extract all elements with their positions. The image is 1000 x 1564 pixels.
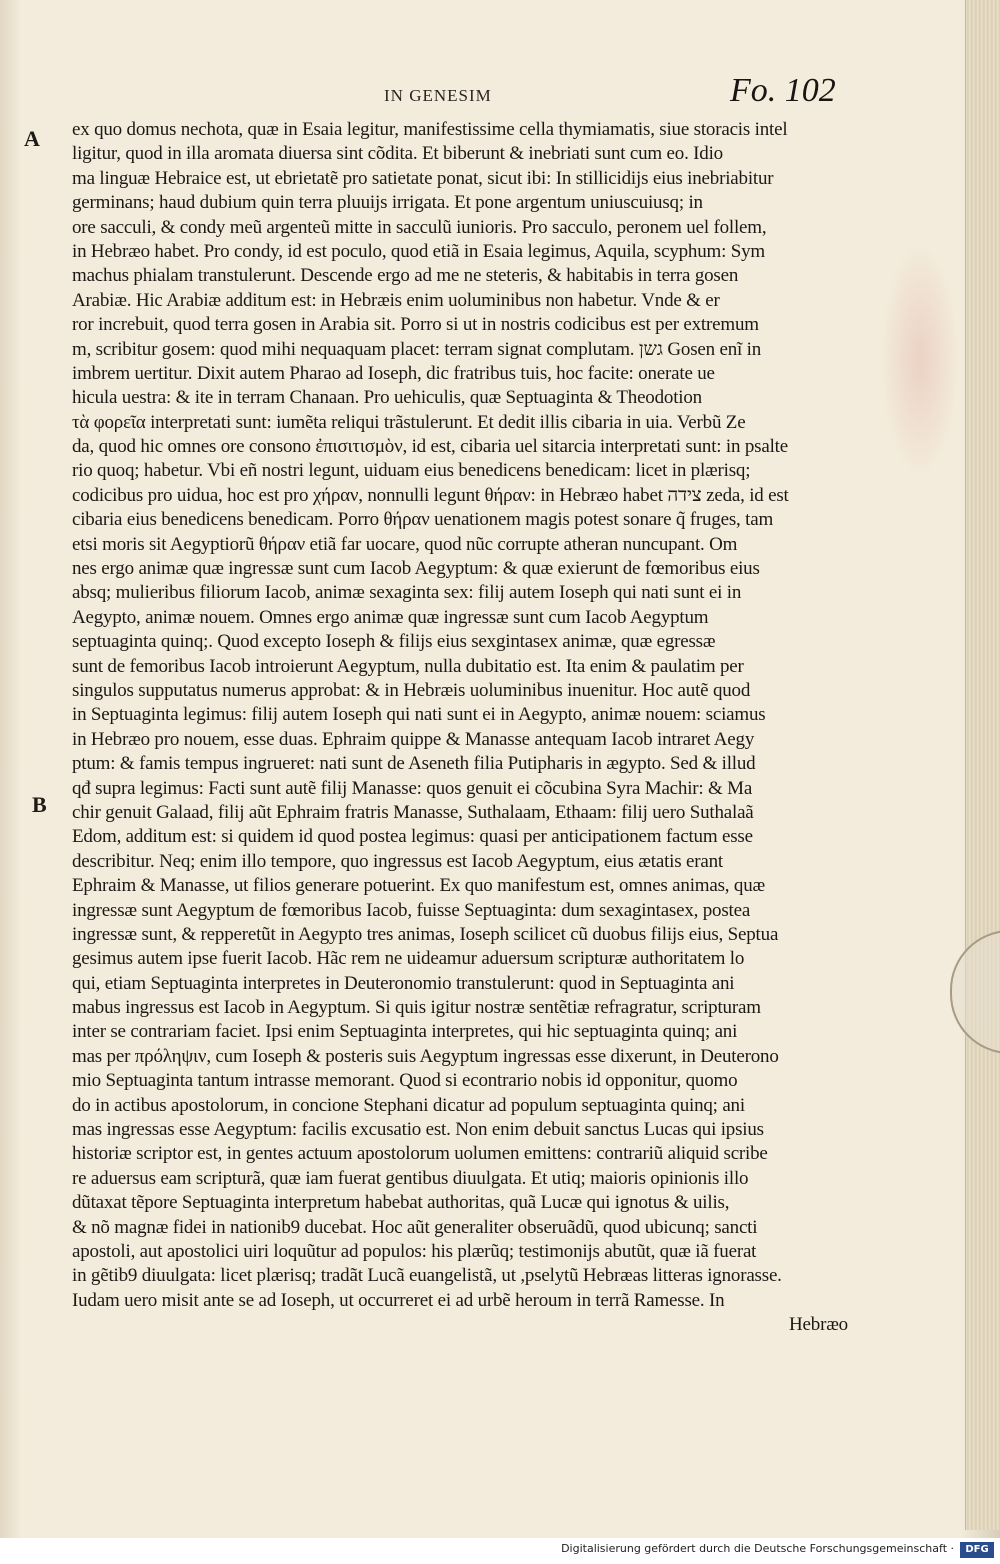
text-line: qui, etiam Septuaginta interpretes in Deuteronomio transtulerunt: quod in Septuaginta ani <box>72 972 735 994</box>
page-edge <box>965 0 1000 1530</box>
text-line: ror increbuit, quod terra gosen in Arabia sit. Porro si ut in nostris codicibus est per extremum <box>72 314 759 336</box>
text-line: describitur. Neq; enim illo tempore, quo ingressus est Iacob Aegyptum, eius ætatis erant <box>72 850 723 872</box>
text-line: Ephraim & Manasse, ut filios generare potuerint. Ex quo manifestum est, omnes animas, quæ <box>72 875 765 897</box>
text-line: Aegypto, animæ nouem. Omnes ergo animæ quæ ingressæ sunt cum Iacob Aegyptum <box>72 606 709 628</box>
dfg-logo: DFG <box>960 1542 994 1558</box>
text-line: gesimus autem ipse fuerit Iacob. Hãc rem ne uideamur aduersum scripturæ authoritatem lo <box>72 948 745 970</box>
text-line: singulos supputatus numerus approbat: & in Hebræis uoluminibus inuenitur. Hoc autẽ quod <box>72 679 751 701</box>
text-line: chir genuit Galaad, filij aũt Ephraim fratris Manasse, Suthalaam, Ethaam: filij uero Suthalaã <box>72 801 754 823</box>
text-line: cibaria eius benedicens benedicam. Porro θήραν uenationem magis potest sonare q̃ fruges, tam <box>72 509 774 531</box>
text-line: ma linguæ Hebraice est, ut ebrietatẽ pro satietate ponat, sicut ibi: In stillicidijs eius inebriabitur <box>72 167 774 189</box>
text-line: septuaginta quinq;. Quod excepto Ioseph & filijs eius sexgintasex animæ, quæ egressæ <box>72 631 716 653</box>
text-line: da, quod hic omnes ore consono ἐπισιτισμὸν, id est, cibaria uel sitarcia interpretati sunt: in psalte <box>72 436 788 458</box>
text-line: ligitur, quod in illa aromata diuersa sint cõdita. Et biberunt & inebriati sunt cum eo. Idio <box>72 143 723 165</box>
text-line: historiæ scriptor est, in gentes actuum apostolorum uolumen emittens: contrariũ aliquid scribe <box>72 1143 768 1165</box>
text-line: in Hebræo pro nouem, esse duas. Ephraim quippe & Manasse antequam Iacob intraret Aegy <box>72 728 755 750</box>
text-line: imbrem uertitur. Dixit autem Pharao ad Ioseph, dic fratribus tuis, hoc facite: onerate ue <box>72 362 715 384</box>
text-line: hicula uestra: & ite in terram Chanaan. Pro uehiculis, quæ Septuaginta & Theodotion <box>72 387 702 409</box>
text-line: ex quo domus nechota, quæ in Esaia legitur, manifestissime cella thymiamatis, siue storacis intel <box>72 119 788 140</box>
catchword: Hebræo <box>789 1314 848 1336</box>
marginal-letter-b: B <box>32 792 47 817</box>
text-line: Arabiæ. Hic Arabiæ additum est: in Hebræis enim uoluminibus non habetur. Vnde & er <box>72 289 720 311</box>
text-line: absq; mulieribus filiorum Iacob, animæ sexaginta sex: filij autem Ioseph qui nati sunt ei in <box>72 582 742 604</box>
text-line: ore sacculi, & condy meũ argenteũ mitte in sacculũ iunioris. Pro sacculo, peronem uel follem, <box>72 216 767 238</box>
folio-number: Fo. 102 <box>730 72 836 109</box>
text-line: etsi moris sit Aegyptiorũ θήραν etiã far uocare, quod nũc corrupte atheran nuncupant. Om <box>72 533 738 555</box>
text-line: in Hebræo habet. Pro condy, id est poculo, quod etiã in Esaia legimus, Aquila, scyphum: Sym <box>72 240 765 262</box>
text-line: qđ supra legimus: Facti sunt autẽ filij Manasse: quos genuit ei cõcubina Syra Machir: & Ma <box>72 777 753 799</box>
text-line: germinans; haud dubium quin terra pluuijs irrigata. Et pone argentum uniuscuiusq; in <box>72 192 703 214</box>
text-line: re aduersus eam scripturã, quæ iam fuerat gentibus diuulgata. Et utiq; maioris opinionis illo <box>72 1167 749 1189</box>
text-line: apostoli, aut apostolici uiri loquũtur ad populos: his plærũq; testimonijs abutũt, quæ iã fuerat <box>72 1240 757 1262</box>
footer-credit: Digitalisierung gefördert durch die Deutsche Forschungsgemeinschaft · <box>561 1542 954 1555</box>
text-line: ingressæ sunt Aegyptum de fœmoribus Iacob, fuisse Septuaginta: dum sexagintasex, postea <box>72 899 751 921</box>
text-line: do in actibus apostolorum, in concione Stephani dicatur ad populum septuaginta quinq; ani <box>72 1094 745 1116</box>
text-line: mas ingressas esse Aegyptum: facilis excusatio est. Non enim debuit sanctus Lucas qui ipsius <box>72 1119 764 1141</box>
text-line: m, scribitur gosem: quod mihi nequaquam placet: terram signat complutam. גשן Gosen enĩ in <box>72 338 762 360</box>
text-line: mabus ingressus est Iacob in Aegyptum. Si quis igitur nostræ sentẽtiæ refragratur, scripturam <box>72 997 761 1019</box>
text-block <box>72 118 848 1338</box>
text-line: in gẽtib9 diuulgata: licet plærisq; tradãt Lucã euangelistã, ut ,pselytũ Hebræas litteras ignorasse. <box>72 1265 782 1287</box>
page-clip <box>950 930 1000 1054</box>
text-line: in Septuaginta legimus: filij autem Ioseph qui nati sunt ei in Aegypto, animæ nouem: sciamus <box>72 704 766 726</box>
footer-bar <box>0 1538 1000 1564</box>
marginal-letter-a: A <box>24 126 40 151</box>
running-head: IN GENESIM <box>384 86 492 105</box>
text-line: & nõ magnæ fidei in nationib9 ducebat. Hoc aũt generaliter obseruãdũ, quod ubicunq; sancti <box>72 1216 758 1238</box>
library-stamp <box>880 240 960 480</box>
text-line: ptum: & famis tempus ingrueret: nati sunt de Aseneth filia Putipharis in ægypto. Sed & illud <box>72 753 756 775</box>
text-line: rio quoq; habetur. Vbi eñ nostri legunt, uiduam eius benedicens benedicam: licet in plærisq; <box>72 460 751 482</box>
text-line: τὰ φορεῖα interpretati sunt: iumẽta reliqui trãstulerunt. Et dedit illis cibaria in uia. Verbũ Ze <box>72 411 746 433</box>
text-line: dũtaxat tẽpore Septuaginta interpretum habebat authoritas, quã Lucæ qui ignotus & uilis, <box>72 1192 730 1214</box>
text-line: mio Septuaginta tantum intrasse memorant. Quod si econtrario nobis id opponitur, quomo <box>72 1070 738 1092</box>
text-line: nes ergo animæ quæ ingressæ sunt cum Iacob Aegyptum: & quæ exierunt de fœmoribus eius <box>72 558 760 580</box>
text-line: sunt de femoribus Iacob introierunt Aegyptum, nulla dubitatio est. Ita enim & paulatim per <box>72 655 744 677</box>
text-line: codicibus pro uidua, hoc est pro χήραν, nonnulli legunt θήραν: in Hebræo habet צידה zeda, id est <box>72 484 789 506</box>
text-line: machus phialam transtulerunt. Descende ergo ad me ne steteris, & habitabis in terra gosen <box>72 265 739 287</box>
text-line: Iudam uero misit ante se ad Ioseph, ut occurreret ei ad urbẽ heroum in terrã Ramesse. In <box>72 1289 725 1311</box>
text-line: Edom, additum est: si quidem id quod postea legimus: quasi per anticipationem factum esse <box>72 826 753 848</box>
text-line: ingressæ sunt, & repperetũt in Aegypto tres animas, Ioseph scilicet cũ duobus filijs eius, Septua <box>72 923 779 945</box>
text-line: inter se contrariam faciet. Ipsi enim Septuaginta interpretes, qui hic septuaginta quinq; ani <box>72 1021 738 1043</box>
text-line: mas per πρόληψιν, cum Ioseph & posteris suis Aegyptum ingressas esse dixerunt, in Deuterono <box>72 1045 779 1067</box>
